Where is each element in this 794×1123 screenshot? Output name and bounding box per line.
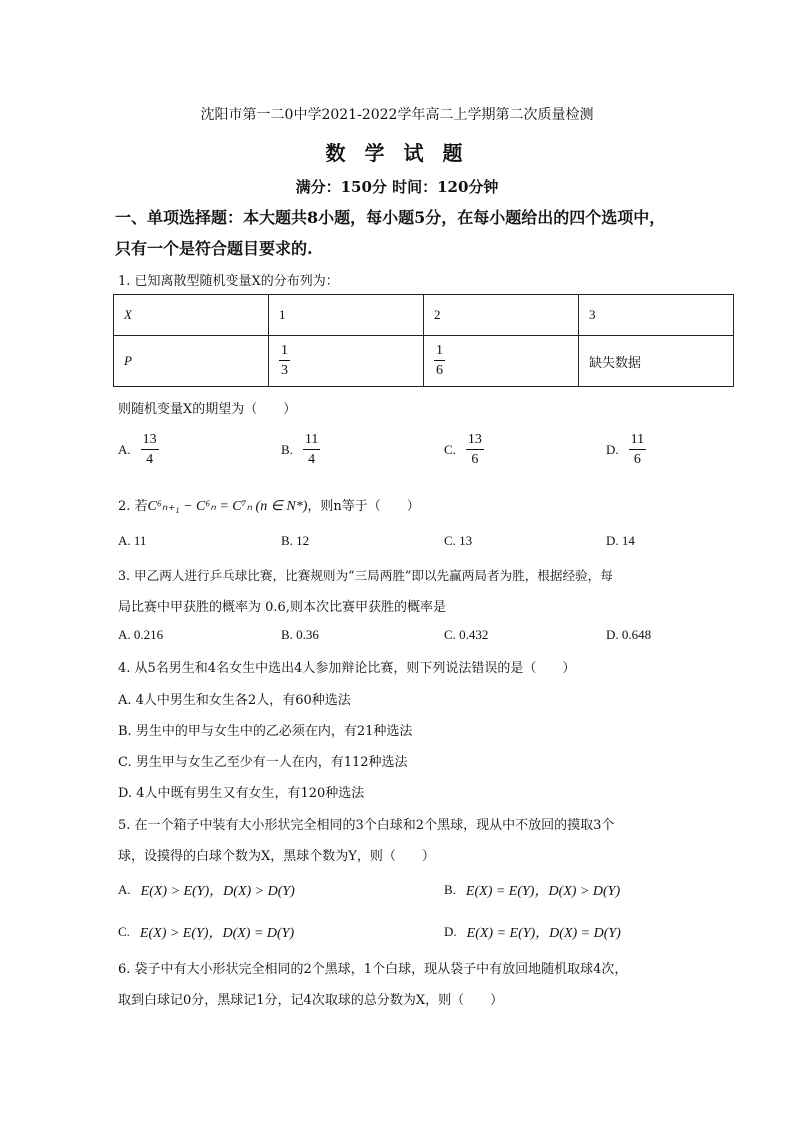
- q1-ask: 则随机变量X的期望为（ ）: [118, 402, 297, 417]
- q5-stem-line2: 球，设摸得的白球个数为X，黑球个数为Y，则（ ）: [118, 849, 435, 864]
- table-cell: 1: [269, 295, 424, 336]
- school-title: 沈阳市第一二0中学2021-2022学年高二上学期第二次质量检测: [200, 107, 594, 123]
- q3-stem-line1: 3. 甲乙两人进行乒乓球比赛，比赛规则为“三局两胜”即以先赢两局者为胜，根据经验，每: [118, 568, 613, 583]
- distribution-table: [113, 294, 734, 387]
- q2-option-a: A. 11: [118, 533, 147, 548]
- q4-option-b: B. 男生中的甲与女生中的乙必须在内，有21种选法: [118, 724, 413, 739]
- table-cell: [424, 336, 579, 387]
- q4-option-d: D. 4人中既有男生又有女生，有120种选法: [118, 786, 365, 801]
- q3-option-a: A. 0.216: [118, 627, 164, 642]
- q5-option-d: D. E(X) = E(Y)，D(X) = D(Y): [444, 924, 621, 941]
- q5-option-a: A. E(X) > E(Y)，D(X) > D(Y): [118, 882, 295, 899]
- q1-option-a: A. $\frac{13}{4}$: [118, 432, 157, 467]
- q6-stem-line1: 6. 袋子中有大小形状完全相同的2个黑球，1个白球，现从袋子中有放回地随机取球4次，: [118, 962, 628, 977]
- table-cell-missing: 缺失数据: [579, 336, 734, 387]
- q1-option-b: B. $\frac{11}{4}$: [281, 432, 319, 467]
- q4-option-a: A. 4人中男生和女生各2人，有60种选法: [118, 693, 351, 708]
- table-cell: 3: [579, 295, 734, 336]
- table-cell: 2: [424, 295, 579, 336]
- table-cell: P: [114, 336, 269, 387]
- q2-option-b: B. 12: [281, 533, 310, 548]
- fraction: $\frac{1}{3}$: [281, 343, 288, 378]
- table-row: [114, 336, 734, 387]
- q3-stem-line2: 局比赛中甲获胜的概率为 0.6,则本次比赛甲获胜的概率是: [118, 600, 446, 615]
- table-cell: X: [114, 295, 269, 336]
- q6-stem-line2: 取到白球记0分，黑球记1分，记4次取球的总分数为X，则（ ）: [118, 993, 504, 1008]
- exam-meta: 满分：150分 时间：120分钟: [295, 178, 499, 196]
- table-cell: [269, 336, 424, 387]
- q4-stem: 4. 从5名男生和4名女生中选出4人参加辩论比赛，则下列说法错误的是（ ）: [118, 661, 576, 676]
- q5-option-b: B. E(X) = E(Y)，D(X) > D(Y): [444, 882, 621, 899]
- q2-expression: C⁶ₙ₊₁ − C⁶ₙ = C⁷ₙ (n ∈ N*): [147, 499, 308, 514]
- table-row: [114, 295, 734, 336]
- q4-option-c: C. 男生甲与女生乙至少有一人在内，有112种选法: [118, 755, 408, 770]
- subject-title: 数 学 试 题: [325, 141, 469, 165]
- q5-stem-line1: 5. 在一个箱子中装有大小形状完全相同的3个白球和2个黑球，现从中不放回的摸取3个: [118, 818, 615, 833]
- q1-option-d: D. $\frac{11}{6}$: [606, 432, 645, 467]
- q1-stem: 1. 已知离散型随机变量X的分布列为：: [118, 274, 339, 289]
- q3-option-b: B. 0.36: [281, 627, 319, 642]
- q1-option-c: C. $\frac{13}{6}$: [444, 432, 482, 467]
- section-heading-line1: 一、单项选择题：本大题共8小题，每小题5分，在每小题给出的四个选项中，: [115, 208, 666, 227]
- q2-stem: 2. 若C⁶ₙ₊₁ − C⁶ₙ = C⁷ₙ (n ∈ N*)，则n等于（ ）: [118, 499, 420, 514]
- q5-option-c: C. E(X) > E(Y)，D(X) = D(Y): [118, 924, 295, 941]
- section-heading-line2: 只有一个是符合题目要求的.: [115, 239, 313, 258]
- q3-option-d: D. 0.648: [606, 627, 652, 642]
- q2-option-d: D. 14: [606, 533, 635, 548]
- q3-option-c: C. 0.432: [444, 627, 489, 642]
- q2-option-c: C. 13: [444, 533, 473, 548]
- fraction: $\frac{1}{6}$: [436, 343, 443, 378]
